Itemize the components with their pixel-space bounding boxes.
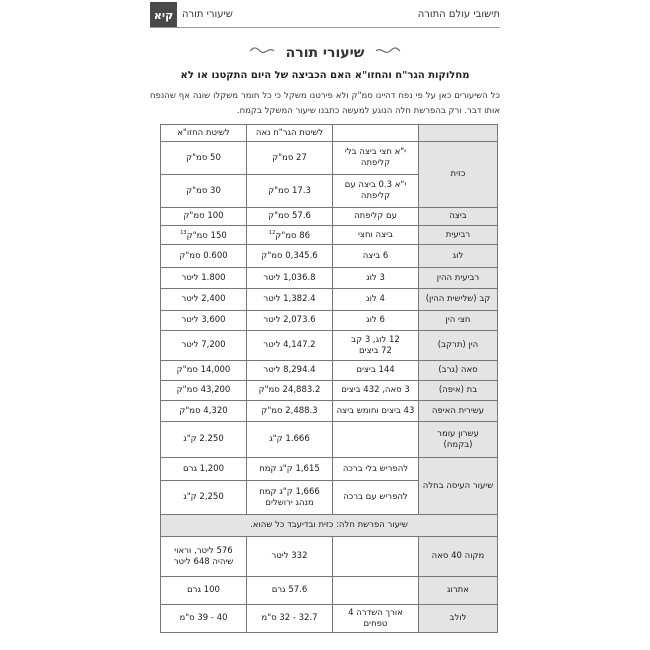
row-gra: 27 סמ"ק [247,142,333,175]
footnote-marker: 13 [180,230,187,237]
row-name: ביצה [419,208,498,226]
table-row [161,289,498,311]
table-row [161,537,498,577]
table-row [161,226,498,245]
row-unit [333,422,419,458]
row-gra: 2,073.6 ליטר [247,311,333,331]
row-hazon-value: 150 סמ"ק [186,230,227,241]
row-hazon [161,226,247,245]
row-hazon: 2.250 ק"ג [161,422,247,458]
row-hazon: 4,320 סמ"ק [161,401,247,422]
row-gra: 1,382.4 ליטר [247,289,333,311]
row-gra: 57.6 סמ"ק [247,208,333,226]
row-unit: להפריש עם ברכה [333,481,419,515]
header-rule [150,27,500,28]
row-unit: להפריש בלי ברכה [333,458,419,481]
row-unit: 3 סאה, 432 ביצים [333,381,419,401]
row-name: הין (תרקב) [419,331,498,361]
row-hazon: 1,200 גרם [161,458,247,481]
row-gra: 1,615 ק"ג קמח [247,458,333,481]
table-row [161,605,498,633]
row-gra: 2,488.3 סמ"ק [247,401,333,422]
table-row [161,458,498,481]
row-gra: 332 ליטר [247,537,333,577]
running-head-section: שיעורי תורה [182,9,233,20]
section-subtitle: מחלוקות הגר"ח והחזו"א האם הכביצה של היום התקטנו או לא [180,70,470,81]
table-row [161,381,498,401]
row-gra [247,226,333,245]
row-hazon: 100 גרם [161,577,247,605]
header-measure [419,125,498,142]
row-name: עשירית האיפה [419,401,498,422]
row-hazon: 14,000 סמ"ק [161,361,247,381]
row-hazon: 43,200 סמ"ק [161,381,247,401]
row-name: לולב [419,605,498,633]
footnote-marker: 12 [268,230,276,237]
page-title: שיעורי תורה [285,45,365,61]
row-hazon: 3,600 ליטר [161,311,247,331]
row-name: בת (איפה) [419,381,498,401]
header-hazon: לשיטת החזו"א [161,125,247,142]
row-name: קב (שלישית ההין) [419,289,498,311]
ornament-icon [249,45,275,60]
row-unit [333,537,419,577]
intro-paragraph: כל השיעורים כאן על פי נפח דהיינו סמ"ק ולא פירטנו משקל כי כל חומר משקלו שונה אף שהנפח אותו דבר. ורק בהפרשת חלה הנוגע למעשה כתבנו שיעור המשקל בקמח. [150,91,500,116]
row-name: כזית [419,142,498,208]
row-name: סאה (גרב) [419,361,498,381]
row-unit: 3 לוג [333,268,419,289]
table-note-row [161,515,498,537]
row-gra: 4,147.2 ליטר [247,331,333,361]
table-row [161,422,498,458]
row-unit: י"א חצי ביצה בלי קליפתה [333,142,419,175]
table-row [161,401,498,422]
row-unit: ביצה וחצי [333,226,419,245]
row-hazon: 2,400 ליטר [161,289,247,311]
row-unit: 43 ביצים וחומש ביצה [333,401,419,422]
row-unit: י"א 0.3 ביצה עם קליפתה [333,175,419,208]
row-gra: 1.666 ק"ג [247,422,333,458]
row-unit: 12 לוג, 3 קב 72 ביצים [333,331,419,361]
row-name: חצי הין [419,311,498,331]
row-gra-value: 86 סמ"ק [275,230,311,241]
table-row [161,208,498,226]
row-name: מקוה 40 סאה [419,537,498,577]
table-row [161,268,498,289]
row-hazon: 0.600 סמ"ק [161,245,247,268]
row-name: עשרון עומר (בקמח) [419,422,498,458]
row-unit: 6 ביצה [333,245,419,268]
table-row [161,331,498,361]
row-hazon: 576 ליטר, וראוי שיהיה 648 ליטר [161,537,247,577]
running-head [150,2,500,28]
row-unit: אורך השדרה 4 טפחים [333,605,419,633]
row-name: אתרוג [419,577,498,605]
row-hazon: 30 סמ"ק [161,175,247,208]
row-gra: 8,294.4 ליטר [247,361,333,381]
row-name: רביעית [419,226,498,245]
table-header-row [161,125,498,142]
row-unit: 4 לוג [333,289,419,311]
table-row [161,361,498,381]
table-row [161,311,498,331]
row-hazon: 7,200 ליטר [161,331,247,361]
row-hazon: 50 סמ"ק [161,142,247,175]
ornament-icon [375,45,401,60]
row-name: רביעית ההין [419,268,498,289]
running-head-book: תישובי עולם התורה [417,9,500,20]
row-gra: 57.6 גרם [247,577,333,605]
row-unit: 144 ביצים [333,361,419,381]
row-gra: 32.7 - 32 ס"מ [247,605,333,633]
row-unit: 6 לוג [333,311,419,331]
row-gra: 1,666 ק"ג קמח מנהג ירושלים [247,481,333,515]
row-name: שיעור העיסה בחלה [419,458,498,515]
row-gra: 1,036.8 ליטר [247,268,333,289]
table-row [161,577,498,605]
row-name: לוג [419,245,498,268]
row-unit: עם קליפתה [333,208,419,226]
header-gra: לשיטת הגר"ח נאה [247,125,333,142]
table-row [161,245,498,268]
row-hazon: 100 סמ"ק [161,208,247,226]
measurements-table [160,124,498,633]
row-unit [333,577,419,605]
row-gra: 0,345.6 סמ"ק [247,245,333,268]
row-hazon: 1.800 ליטר [161,268,247,289]
row-hazon: 2,250 ק"ג [161,481,247,515]
row-hazon: 40 - 39 ס"מ [161,605,247,633]
page-number: קיא [150,2,177,28]
chapter-title [150,42,500,61]
table-note: שיעור הפרשת חלה: כזית ובדיעבד כל שהוא. [161,515,498,537]
row-gra: 24,883.2 סמ"ק [247,381,333,401]
row-gra: 17.3 סמ"ק [247,175,333,208]
header-unit [333,125,419,142]
table-row [161,142,498,175]
